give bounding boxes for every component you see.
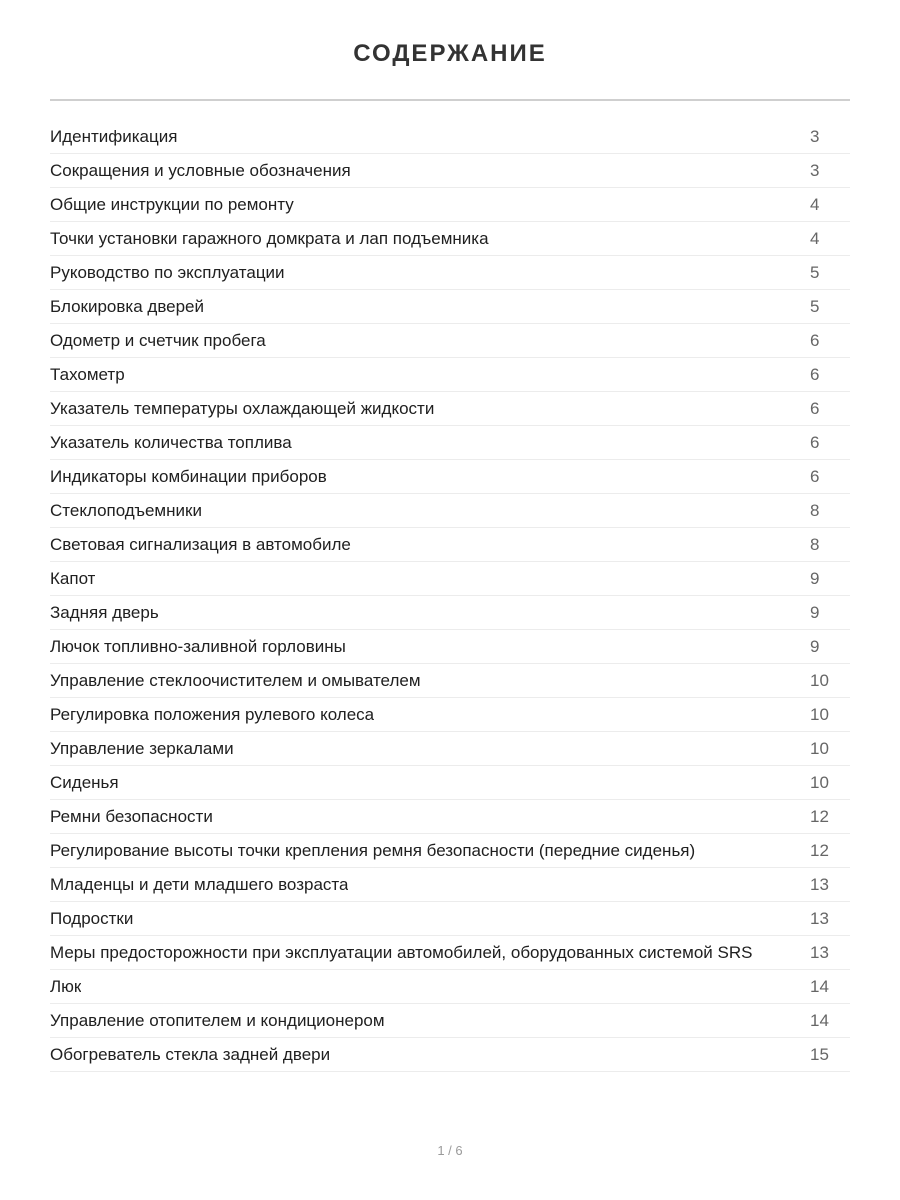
- toc-entry[interactable]: [50, 766, 850, 800]
- toc-entry[interactable]: [50, 630, 850, 664]
- toc-entry-title: Регулирование высоты точки крепления ремня безопасности (передние сиденья): [50, 841, 696, 860]
- toc-entry[interactable]: [50, 834, 850, 868]
- title-divider: [50, 99, 850, 101]
- toc-entry[interactable]: [50, 528, 850, 562]
- toc-entry-title: Подростки: [50, 909, 134, 928]
- toc-entry-page-number: 9: [810, 569, 820, 588]
- toc-entry-title: Сиденья: [50, 773, 119, 792]
- toc-entry-page-number: 8: [810, 535, 820, 554]
- toc-entry[interactable]: [50, 732, 850, 766]
- toc-entry-title: Управление зеркалами: [50, 739, 234, 758]
- toc-entry[interactable]: [50, 664, 850, 698]
- toc-entry-page-number: 9: [810, 637, 820, 656]
- toc-entry-title: Капот: [50, 569, 96, 588]
- toc-entry-page-number: 3: [810, 127, 820, 146]
- toc-entry-title: Руководство по эксплуатации: [50, 263, 285, 282]
- toc-entry[interactable]: [50, 936, 850, 970]
- toc-entry-page-number: 6: [810, 399, 820, 418]
- toc-entry[interactable]: [50, 970, 850, 1004]
- toc-entry[interactable]: [50, 324, 850, 358]
- toc-entry[interactable]: [50, 426, 850, 460]
- toc-entry-page-number: 10: [810, 671, 829, 690]
- toc-entry-title: Световая сигнализация в автомобиле: [50, 535, 351, 554]
- toc-entry-page-number: 13: [810, 943, 829, 962]
- toc-entry[interactable]: [50, 222, 850, 256]
- toc-entry-page-number: 10: [810, 773, 829, 792]
- toc-entry-title: Управление отопителем и кондиционером: [50, 1011, 385, 1030]
- toc-entry-title: Младенцы и дети младшего возраста: [50, 875, 349, 894]
- toc-entry-page-number: 14: [810, 1011, 829, 1030]
- toc-entry-page-number: 13: [810, 909, 829, 928]
- toc-entry-title: Одометр и счетчик пробега: [50, 331, 266, 350]
- table-of-contents: [50, 120, 850, 1072]
- toc-entry-title: Идентификация: [50, 127, 178, 146]
- toc-entry[interactable]: [50, 562, 850, 596]
- toc-entry-page-number: 9: [810, 603, 820, 622]
- toc-entry-title: Стеклоподъемники: [50, 501, 202, 520]
- toc-entry[interactable]: [50, 290, 850, 324]
- toc-entry[interactable]: [50, 1038, 850, 1072]
- toc-entry-title: Указатель количества топлива: [50, 433, 292, 452]
- toc-entry-title: Обогреватель стекла задней двери: [50, 1045, 331, 1064]
- toc-entry-title: Сокращения и условные обозначения: [50, 161, 351, 180]
- toc-entry-title: Тахометр: [50, 365, 125, 384]
- toc-entry-page-number: 15: [810, 1045, 829, 1064]
- toc-entry[interactable]: [50, 902, 850, 936]
- toc-entry[interactable]: [50, 358, 850, 392]
- toc-entry-page-number: 6: [810, 467, 820, 486]
- toc-entry-title: Точки установки гаражного домкрата и лап подъемника: [50, 229, 489, 248]
- toc-entry[interactable]: [50, 868, 850, 902]
- toc-entry[interactable]: [50, 800, 850, 834]
- toc-entry-page-number: 6: [810, 433, 820, 452]
- toc-entry-page-number: 10: [810, 739, 829, 758]
- toc-entry-title: Меры предосторожности при эксплуатации автомобилей, оборудованных системой SRS: [50, 943, 753, 962]
- toc-entry[interactable]: [50, 698, 850, 732]
- toc-entry-page-number: 14: [810, 977, 829, 996]
- toc-entry[interactable]: [50, 256, 850, 290]
- toc-entry[interactable]: [50, 596, 850, 630]
- toc-entry-title: Люк: [50, 977, 82, 996]
- toc-entry-page-number: 5: [810, 297, 820, 316]
- toc-entry-title: Индикаторы комбинации приборов: [50, 467, 327, 486]
- toc-entry-title: Блокировка дверей: [50, 297, 205, 316]
- toc-entry-page-number: 10: [810, 705, 829, 724]
- toc-entry[interactable]: [50, 392, 850, 426]
- toc-entry-page-number: 5: [810, 263, 820, 282]
- page-title: СОДЕРЖАНИЕ: [353, 40, 547, 67]
- toc-entry-page-number: 6: [810, 365, 820, 384]
- toc-entry[interactable]: [50, 460, 850, 494]
- toc-entry[interactable]: [50, 188, 850, 222]
- toc-entry-page-number: 3: [810, 161, 820, 180]
- toc-entry-page-number: 4: [810, 229, 820, 248]
- toc-entry-title: Указатель температуры охлаждающей жидкости: [50, 399, 435, 418]
- toc-entry-page-number: 12: [810, 807, 829, 826]
- toc-entry-page-number: 4: [810, 195, 820, 214]
- toc-entry-title: Лючок топливно-заливной горловины: [50, 637, 346, 656]
- toc-entry[interactable]: [50, 494, 850, 528]
- toc-entry-title: Общие инструкции по ремонту: [50, 195, 294, 214]
- toc-entry-page-number: 6: [810, 331, 820, 350]
- page-indicator: 1 / 6: [437, 1143, 463, 1158]
- toc-entry-page-number: 13: [810, 875, 829, 894]
- toc-entry[interactable]: [50, 154, 850, 188]
- toc-entry[interactable]: [50, 120, 850, 154]
- toc-entry[interactable]: [50, 1004, 850, 1038]
- toc-entry-title: Регулировка положения рулевого колеса: [50, 705, 375, 724]
- toc-entry-title: Ремни безопасности: [50, 807, 213, 826]
- toc-entry-title: Задняя дверь: [50, 603, 159, 622]
- toc-entry-title: Управление стеклоочистителем и омывателем: [50, 671, 421, 690]
- toc-entry-page-number: 12: [810, 841, 829, 860]
- toc-entry-page-number: 8: [810, 501, 820, 520]
